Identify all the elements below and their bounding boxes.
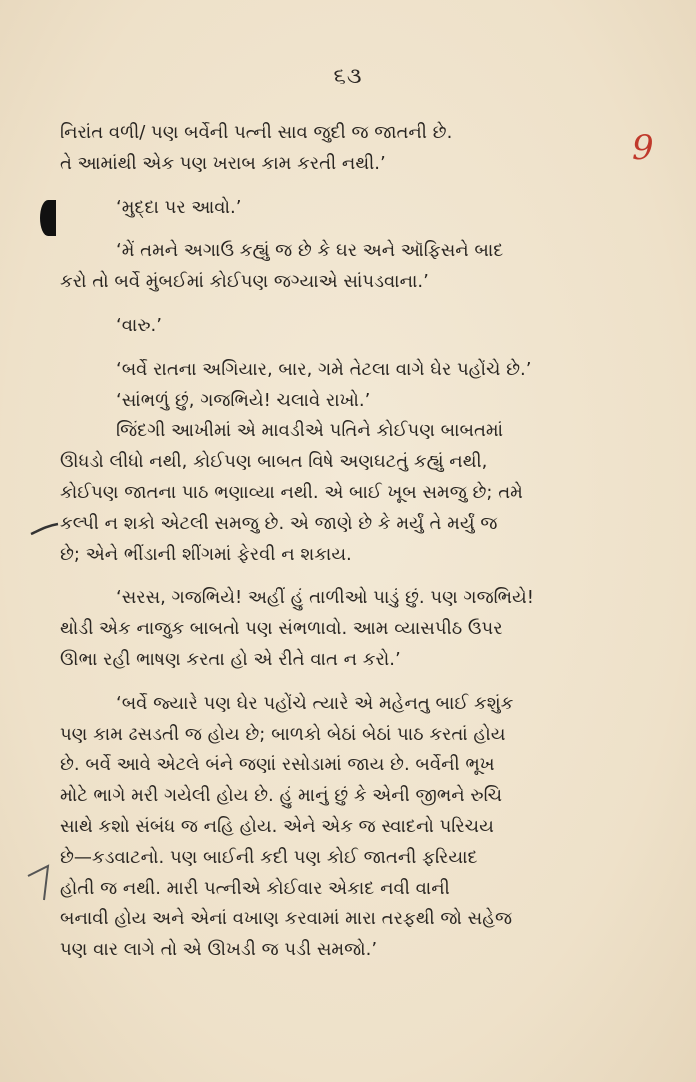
text-line: સાથે કશો સંબંધ જ નહિ હોય. એને એક જ સ્વાદનો પરિચય bbox=[60, 815, 494, 837]
page-number: ૬૩ bbox=[333, 64, 363, 89]
text-line: ‘બર્વે રાતના અગિયાર, બાર, ગમે તેટલા વાગે ઘેર પહોંચે છે.’ bbox=[116, 358, 532, 380]
margin-bracket-mark bbox=[40, 200, 56, 236]
text-line: નિરાંત વળી/ પણ બર્વેની પત્ની સાવ જુદી જ જાતની છે. bbox=[60, 122, 453, 143]
text-line: મોટે ભાગે મરી ગયેલી હોય છે. હું માનું છું કે એની જીભને રુચિ bbox=[60, 785, 503, 807]
text-line: ‘મુદ્દા પર આવો.’ bbox=[116, 196, 242, 218]
text-line: પણ કામ ઢસડતી જ હોય છે; બાળકો બેઠાં બેઠાં પાઠ કરતાં હોય bbox=[60, 723, 506, 745]
margin-arrow-mark bbox=[24, 862, 52, 902]
text-line: ‘સરસ, ગજભિયે! અહીં હું તાળીઓ પાડું છું. પણ ગજભિયે! bbox=[116, 587, 535, 609]
paragraph-gap bbox=[60, 676, 660, 689]
text-line: ઊભા રહી ભાષણ કરતા હો એ રીતે વાત ન કરો.’ bbox=[60, 648, 401, 670]
text-line: છે—કડવાટનો. પણ બાઈની કદી પણ કોઈ જાતની ફરિયાદ bbox=[60, 846, 478, 868]
text-line: છે; એને ભીંડાની શીંગમાં ફેરવી ન શકાય. bbox=[60, 543, 352, 565]
text-line: થોડી એક નાજુક બાબતો પણ સંભળાવો. આમ વ્યાસપીઠ ઉપર bbox=[60, 618, 503, 640]
margin-annotation-mark: 9 bbox=[632, 128, 654, 168]
text-line: ‘મેં તમને અગાઉ કહ્યું જ છે કે ઘર અને ઑફિસને બાદ bbox=[116, 240, 504, 262]
text-line: ઊધડો લીધો નથી, કોઈપણ બાબત વિષે અણઘટતું કહ્યું નથી, bbox=[60, 451, 488, 473]
text-line: છે. બર્વે આવે એટલે બંને જણાં રસોડામાં જાય છે. બર્વેની ભૂખ bbox=[60, 754, 495, 776]
text-line: તે આમાંથી એક પણ ખરાબ કામ કરતી નથી.’ bbox=[60, 152, 386, 174]
text-line: કલ્પી ન શકો એટલી સમજુ છે. એ જાણે છે કે મર્યું તે મર્યું જ bbox=[60, 512, 498, 534]
paragraph-gap bbox=[60, 223, 660, 236]
text-line: કરો તો બર્વે મુંબઈમાં કોઈપણ જગ્યાએ સાંપડવાના.’ bbox=[60, 271, 429, 293]
paragraph-gap bbox=[60, 298, 660, 311]
text-line: ‘સાંભળું છું, ગજભિયે! ચલાવે રાખો.’ bbox=[116, 389, 371, 411]
paragraph-gap bbox=[60, 570, 660, 583]
margin-pen-mark bbox=[30, 522, 60, 536]
paragraph-gap bbox=[60, 180, 660, 193]
paragraph-gap bbox=[60, 342, 660, 355]
text-line: ‘બર્વે જ્યારે પણ ઘેર પહોંચે ત્યારે એ મહેનતુ બાઈ કશુંક bbox=[116, 692, 514, 714]
text-line: બનાવી હોય અને એનાં વખાણ કરવામાં મારા તરફથી જો સહેજ bbox=[60, 908, 513, 930]
text-line: કોઈપણ જાતના પાઠ ભણાવ્યા નથી. એ બાઈ ખૂબ સમજુ છે; તમે bbox=[60, 481, 523, 503]
text-line: પણ વાર લાગે તો એ ઊખડી જ પડી સમજો.’ bbox=[60, 939, 378, 961]
text-line: જિંદગી આખીમાં એ માવડીએ પતિને કોઈપણ બાબતમાં bbox=[116, 420, 504, 442]
body-text bbox=[60, 118, 660, 966]
text-line: હોતી જ નથી. મારી પત્નીએ કોઈવાર એકાદ નવી વાની bbox=[60, 877, 450, 899]
text-line: ‘વારુ.’ bbox=[116, 314, 162, 336]
